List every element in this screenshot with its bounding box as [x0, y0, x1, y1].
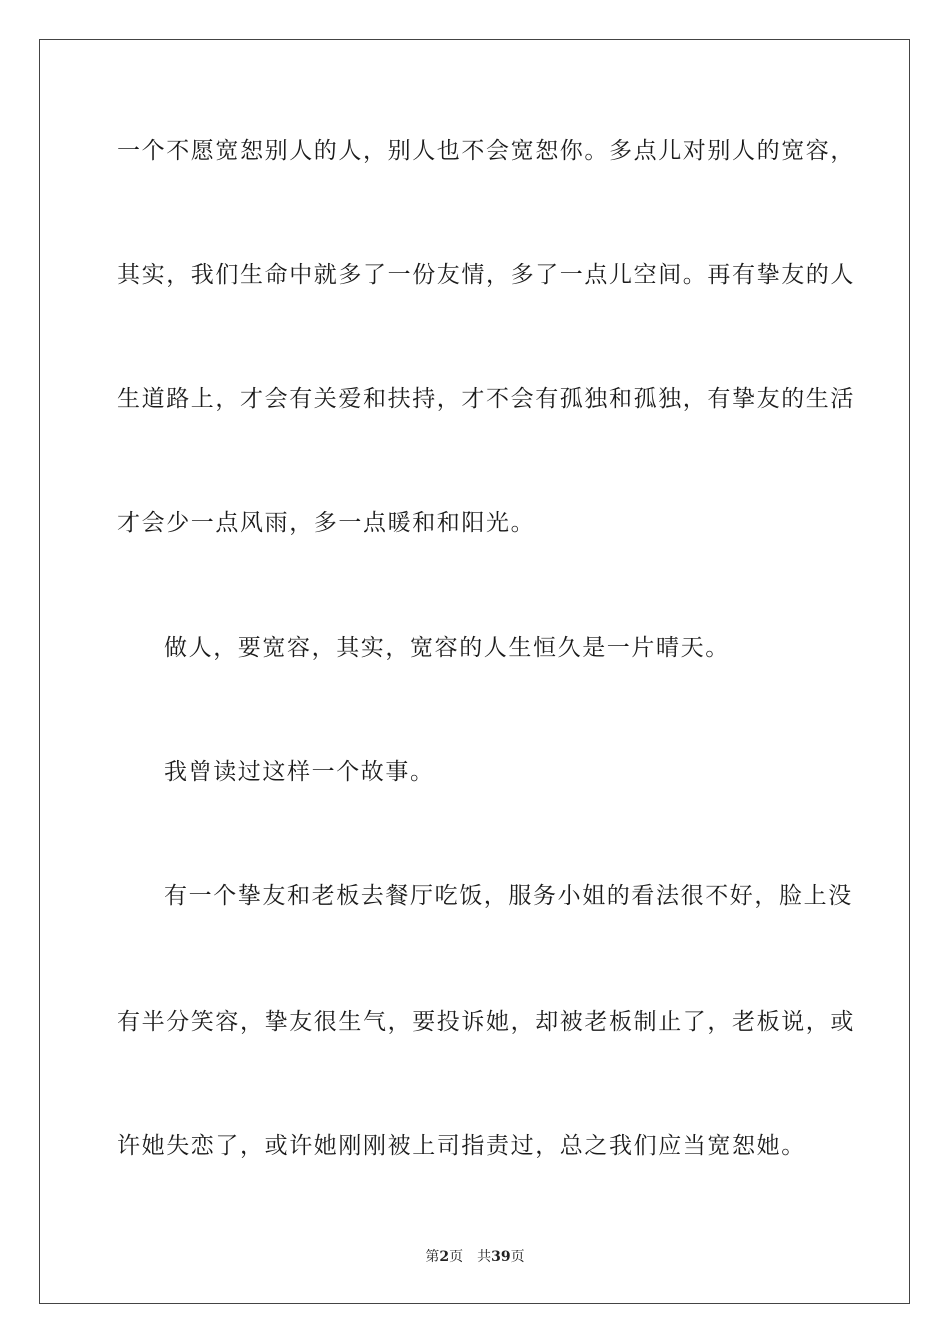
page-number: 2 — [439, 1249, 450, 1265]
text-line-8: 有半分笑容，挚友很生气，要投诉她，却被老板制止了，老板说，或 — [117, 1009, 855, 1035]
total-prefix: 共 — [477, 1249, 492, 1265]
text-line-6: 我曾读过这样一个故事。 — [164, 759, 435, 785]
page-border — [39, 39, 910, 1304]
text-line-1: 一个不愿宽恕别人的人，别人也不会宽恕你。多点儿对别人的宽容， — [117, 138, 855, 164]
total-pages: 39 — [491, 1249, 511, 1265]
text-line-3: 生道路上，才会有关爱和扶持，才不会有孤独和孤独，有挚友的生活 — [117, 386, 855, 412]
text-line-2: 其实，我们生命中就多了一份友情，多了一点儿空间。再有挚友的人 — [117, 262, 855, 288]
page-prefix: 第 — [425, 1249, 440, 1265]
text-line-5: 做人，要宽容，其实，宽容的人生恒久是一片晴天。 — [164, 635, 730, 661]
text-line-7: 有一个挚友和老板去餐厅吃饭，服务小姐的看法很不好，脸上没 — [164, 883, 853, 909]
text-line-4: 才会少一点风雨，多一点暖和和阳光。 — [117, 510, 536, 536]
text-line-9: 许她失恋了，或许她刚刚被上司指责过，总之我们应当宽恕她。 — [117, 1133, 806, 1159]
page-suffix: 页 — [449, 1249, 464, 1265]
total-suffix: 页 — [510, 1249, 525, 1265]
page-footer — [0, 1248, 950, 1266]
